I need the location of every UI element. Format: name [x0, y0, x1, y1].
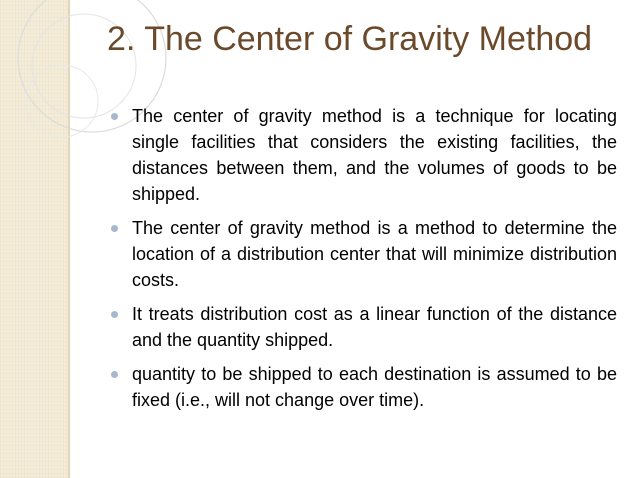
- bullet-text: quantity to be shipped to each destination is assumed to be fixed (i.e., will not change over time).: [132, 364, 617, 410]
- side-band-edge: [68, 0, 70, 478]
- bullet-dot-icon: [111, 225, 118, 232]
- bullet-dot-icon: [111, 371, 118, 378]
- bullet-dot-icon: [111, 113, 118, 120]
- bullet-item: [107, 103, 617, 207]
- bullet-text: The center of gravity method is a method to determine the location of a distribution center that will minimize distribution costs.: [132, 218, 617, 290]
- bullet-item: [107, 361, 617, 413]
- decorative-side-band: [0, 0, 70, 478]
- bullet-text: It treats distribution cost as a linear function of the distance and the quantity shipped.: [132, 304, 617, 350]
- slide-title: 2. The Center of Gravity Method: [107, 20, 593, 58]
- bullet-list: [107, 103, 617, 421]
- bullet-dot-icon: [111, 311, 118, 318]
- bullet-item: [107, 301, 617, 353]
- bullet-text: The center of gravity method is a technique for locating single facilities that considers the existing facilities, the distances between them, and the volumes of goods to be shipped.: [132, 106, 617, 204]
- bullet-item: [107, 215, 617, 293]
